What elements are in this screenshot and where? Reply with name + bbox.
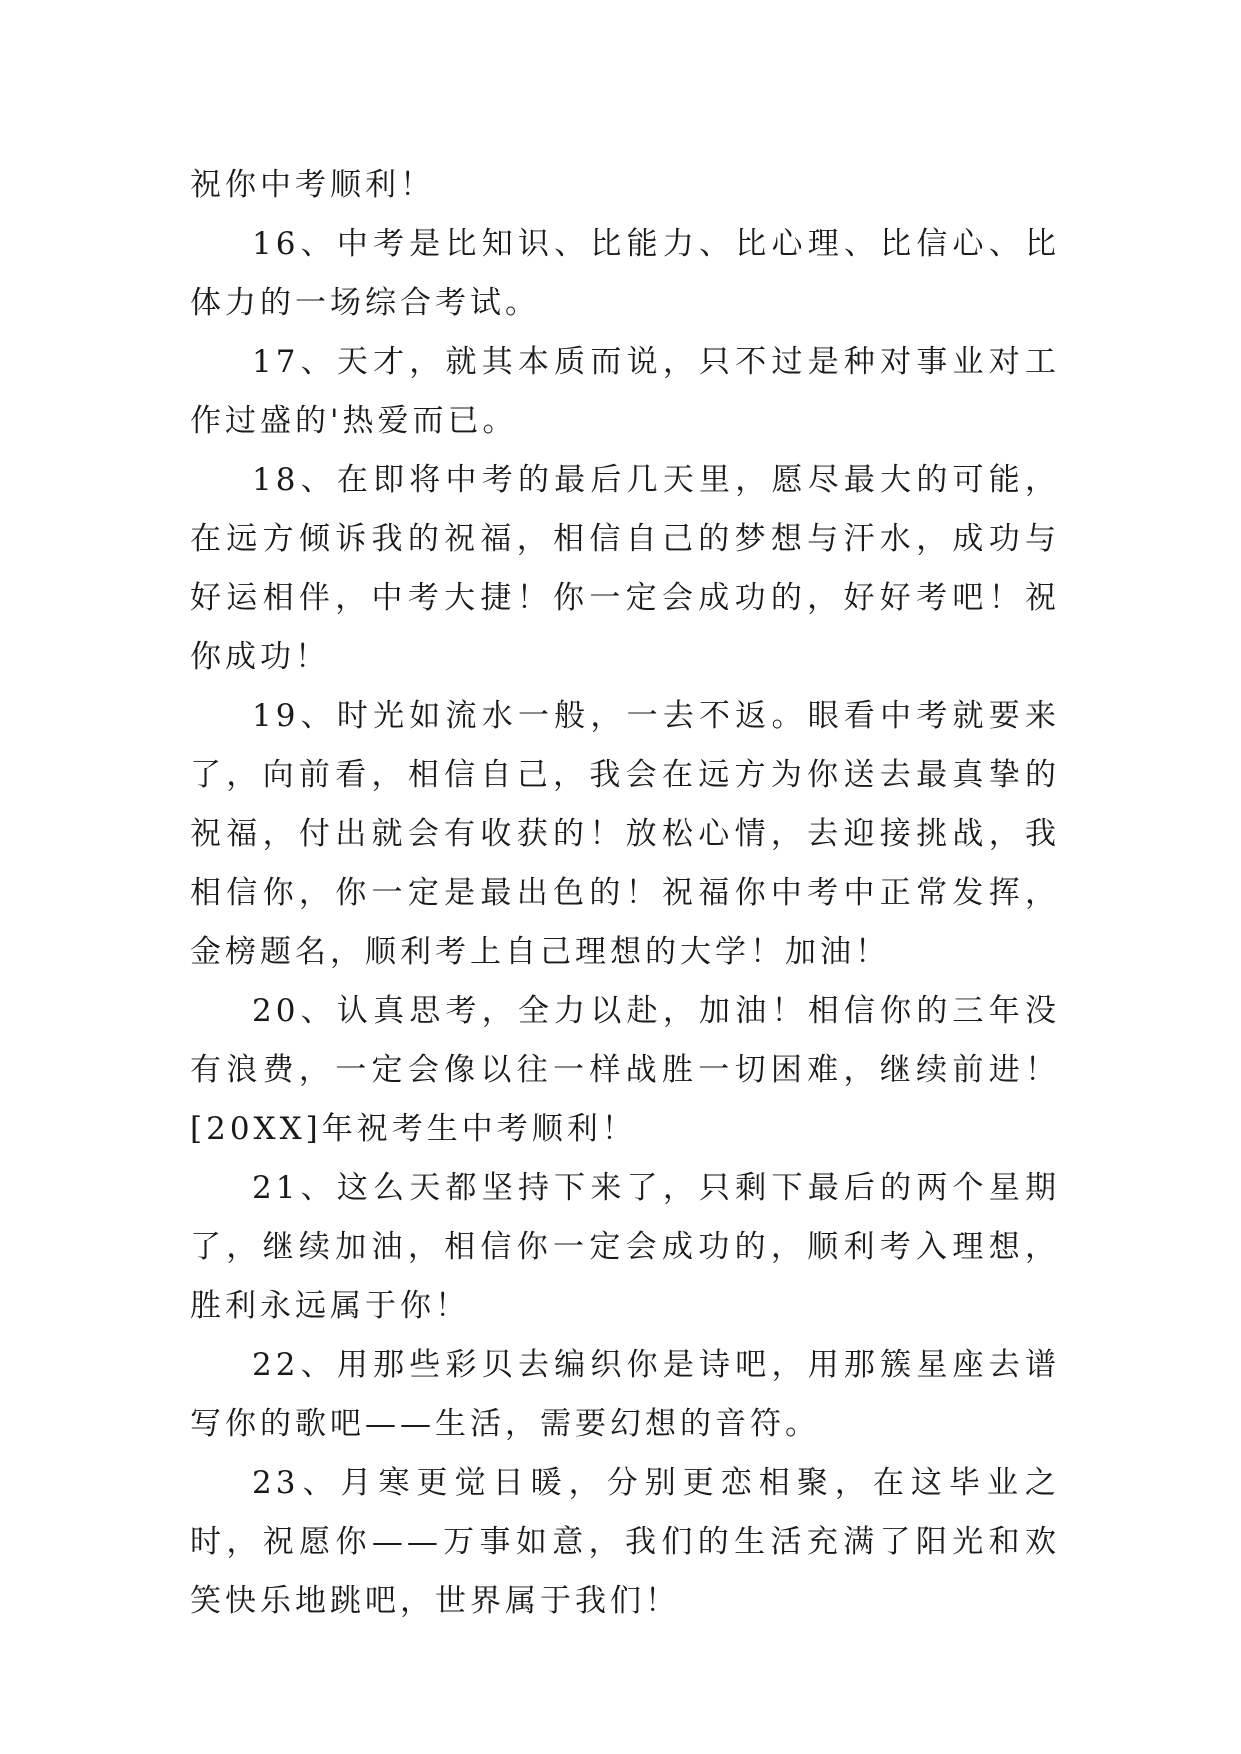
paragraph-0: 祝你中考顺利！ <box>190 167 435 203</box>
paragraph-19: 19、时光如流水一般，一去不返。眼看中考就要来了，向前看，相信自己，我会在远方为你送去最真挚的祝福，付出就会有收获的！放松心情，去迎接挑战，我相信你，你一定是最出色的！祝福你中考中正常发挥，金榜题名，顺利考上自己理想的大学！加油！ <box>190 698 1060 970</box>
paragraph-18: 18、在即将中考的最后几天里，愿尽最大的可能，在远方倾诉我的祝福，相信自己的梦想与汗水，成功与好运相伴，中考大捷！你一定会成功的，好好考吧！祝你成功！ <box>190 462 1060 675</box>
paragraph-21: 21、这么天都坚持下来了，只剩下最后的两个星期了，继续加油，相信你一定会成功的，顺利考入理想，胜利永远属于你！ <box>190 1170 1060 1324</box>
paragraph-17: 17、天才，就其本质而说，只不过是种对事业对工作过盛的'热爱而已。 <box>190 344 1060 439</box>
paragraph-22: 22、用那些彩贝去编织你是诗吧，用那簇星座去谱写你的歌吧——生活，需要幻想的音符。 <box>190 1347 1060 1442</box>
document-body <box>190 156 1060 1631</box>
paragraph-20: 20、认真思考，全力以赴，加油！相信你的三年没有浪费，一定会像以往一样战胜一切困难，继续前进！[20XX]年祝考生中考顺利！ <box>190 993 1060 1147</box>
paragraph-16: 16、中考是比知识、比能力、比心理、比信心、比体力的一场综合考试。 <box>190 226 1060 321</box>
paragraph-23: 23、月寒更觉日暖，分别更恋相聚，在这毕业之时，祝愿你——万事如意，我们的生活充满了阳光和欢笑快乐地跳吧，世界属于我们！ <box>190 1465 1060 1619</box>
